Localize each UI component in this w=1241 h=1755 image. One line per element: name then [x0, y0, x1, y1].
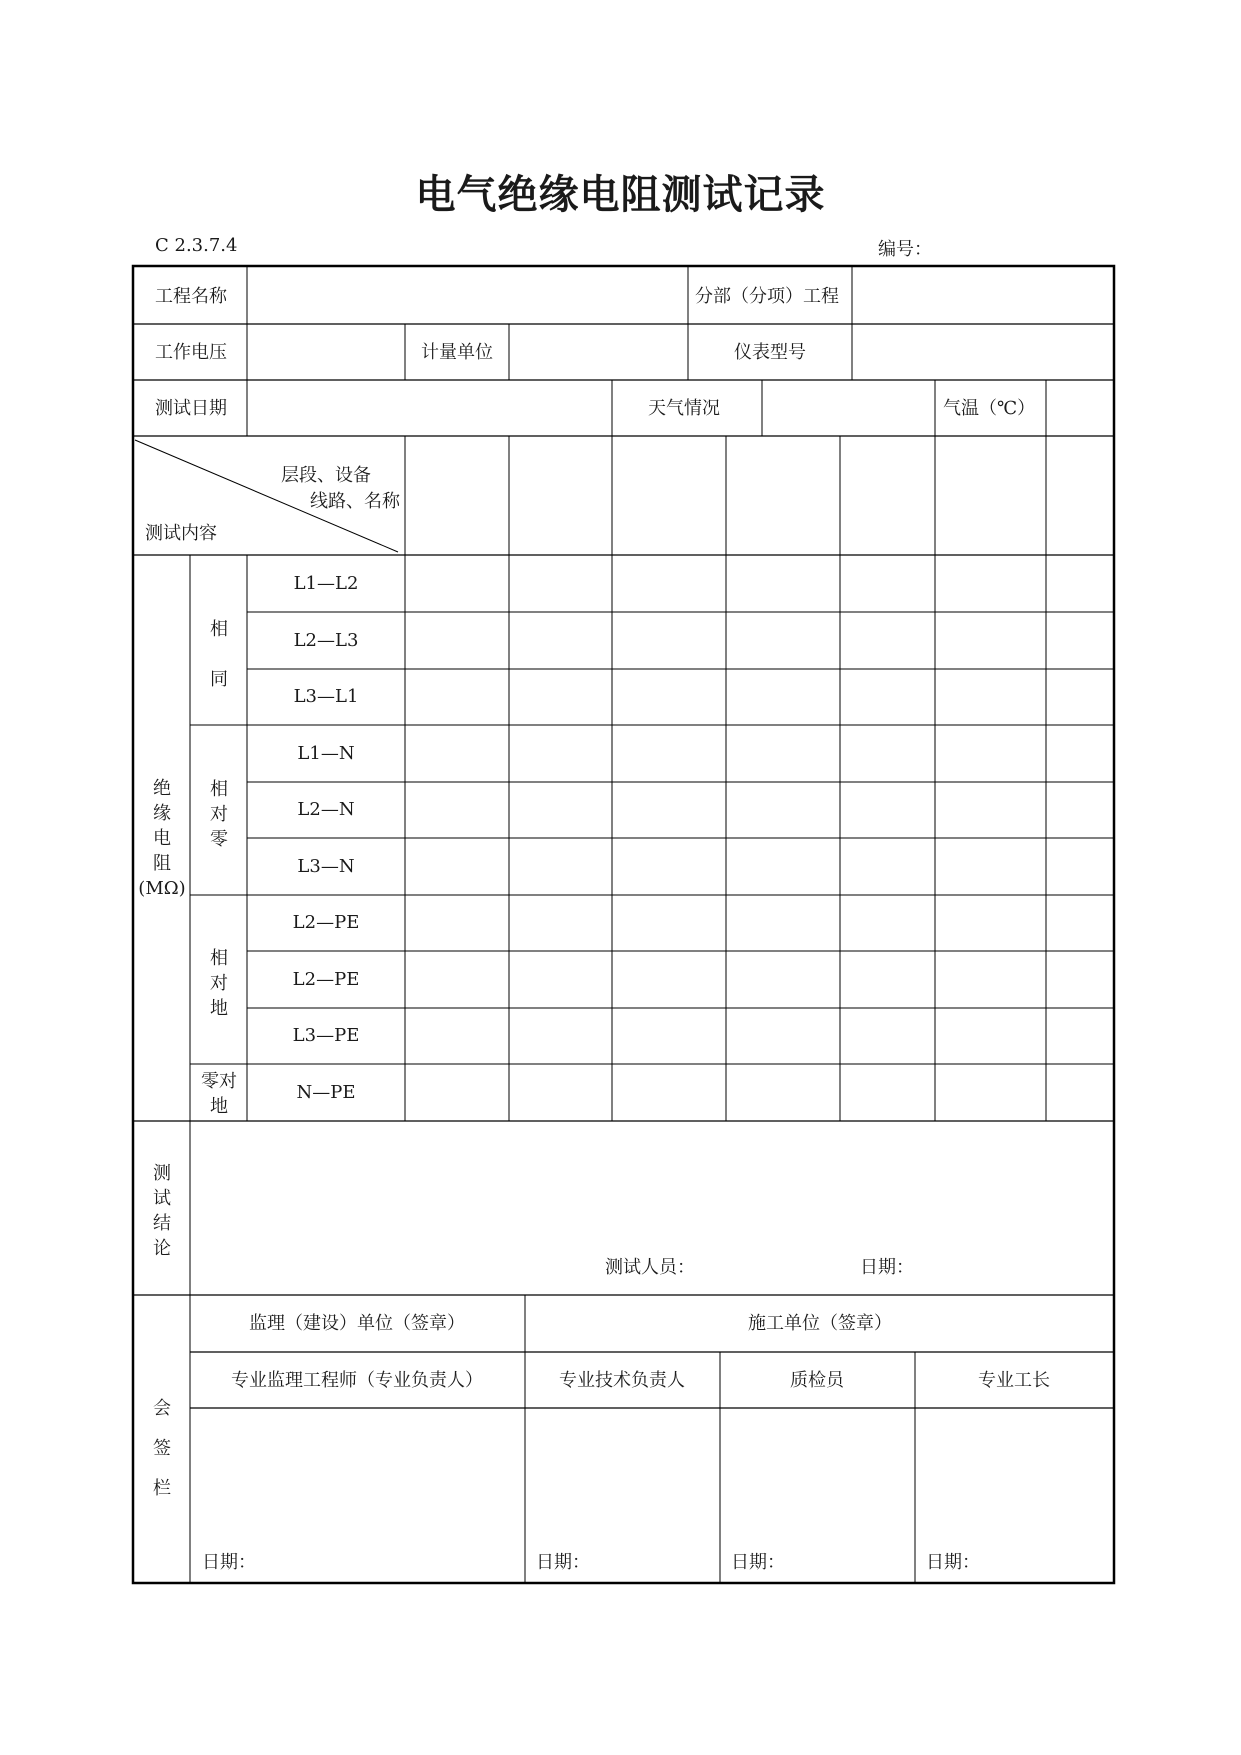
measure-unit-field[interactable] [511, 326, 686, 378]
supervisor-engineer-label: 专业监理工程师（专业负责人） [231, 1370, 483, 1391]
working-voltage-label: 工作电压 [155, 342, 227, 363]
signoff-date-label: 日期： [731, 1552, 785, 1573]
diagonal-header-bottom: 测试内容 [145, 523, 217, 544]
instrument-model-field[interactable] [854, 326, 1112, 378]
page-title: 电气绝缘电阻测试记录 [415, 171, 826, 218]
test-date-label: 测试日期 [155, 398, 227, 419]
temperature-field[interactable] [1048, 382, 1112, 434]
foreman-signature-field[interactable] [917, 1410, 1112, 1550]
signoff-date-label: 日期： [536, 1552, 590, 1573]
sub-project-label: 分部（分项）工程 [695, 286, 839, 307]
diagonal-header-top-line1: 层段、设备 [281, 465, 371, 486]
sub-project-field[interactable] [854, 268, 1112, 322]
tester-label: 测试人员： [605, 1257, 695, 1278]
project-name-field[interactable] [249, 268, 686, 322]
group-phase-phase-label: 相 同 [210, 619, 228, 690]
diagonal-header-top-line2: 线路、名称 [310, 491, 400, 512]
project-name-label: 工程名称 [155, 286, 227, 307]
instrument-model-label: 仪表型号 [734, 342, 806, 363]
serial-number-label: 编号： [878, 239, 932, 260]
supervisor-signature-field[interactable] [192, 1410, 523, 1550]
row-label: L3—PE [292, 1025, 360, 1046]
row-label: L2—PE [292, 912, 360, 933]
supervisor-unit-label: 监理（建设）单位（签章） [249, 1313, 465, 1334]
signoff-date-label: 日期： [202, 1552, 256, 1573]
foreman-label: 专业工长 [978, 1370, 1050, 1391]
group-neutral-ground-label: 零对 地 [201, 1071, 237, 1117]
row-label: L1—N [297, 743, 355, 764]
conclusion-date-label: 日期： [860, 1257, 914, 1278]
temperature-label: 气温（℃） [943, 398, 1036, 419]
row-label: N—PE [296, 1082, 356, 1103]
row-label: L3—L1 [293, 686, 359, 707]
working-voltage-field[interactable] [249, 326, 403, 378]
inspector-signature-field[interactable] [722, 1410, 913, 1550]
group-phase-ground-label: 相 对 地 [210, 948, 228, 1019]
test-date-field[interactable] [249, 382, 610, 434]
signoff-date-label: 日期： [926, 1552, 980, 1573]
insulation-resistance-label: 绝 缘 电 阻 (MΩ) [138, 778, 186, 899]
row-label: L1—L2 [293, 573, 359, 594]
weather-label: 天气情况 [648, 398, 720, 419]
tech-lead-signature-field[interactable] [527, 1410, 718, 1550]
group-phase-neutral-label: 相 对 零 [210, 779, 228, 850]
signoff-label: 会 签 栏 [153, 1398, 171, 1499]
measure-unit-label: 计量单位 [421, 342, 493, 363]
row-label: L2—L3 [293, 630, 359, 651]
row-label: L2—N [297, 799, 355, 820]
row-label: L3—N [297, 856, 355, 877]
construction-unit-label: 施工单位（签章） [748, 1313, 892, 1334]
tech-lead-label: 专业技术负责人 [559, 1370, 685, 1391]
inspector-label: 质检员 [790, 1370, 844, 1391]
conclusion-label: 测 试 结 论 [153, 1163, 171, 1259]
weather-field[interactable] [764, 382, 933, 434]
form-code: C 2.3.7.4 [155, 235, 238, 256]
row-label: L2—PE [292, 969, 360, 990]
conclusion-field[interactable] [192, 1123, 1112, 1243]
